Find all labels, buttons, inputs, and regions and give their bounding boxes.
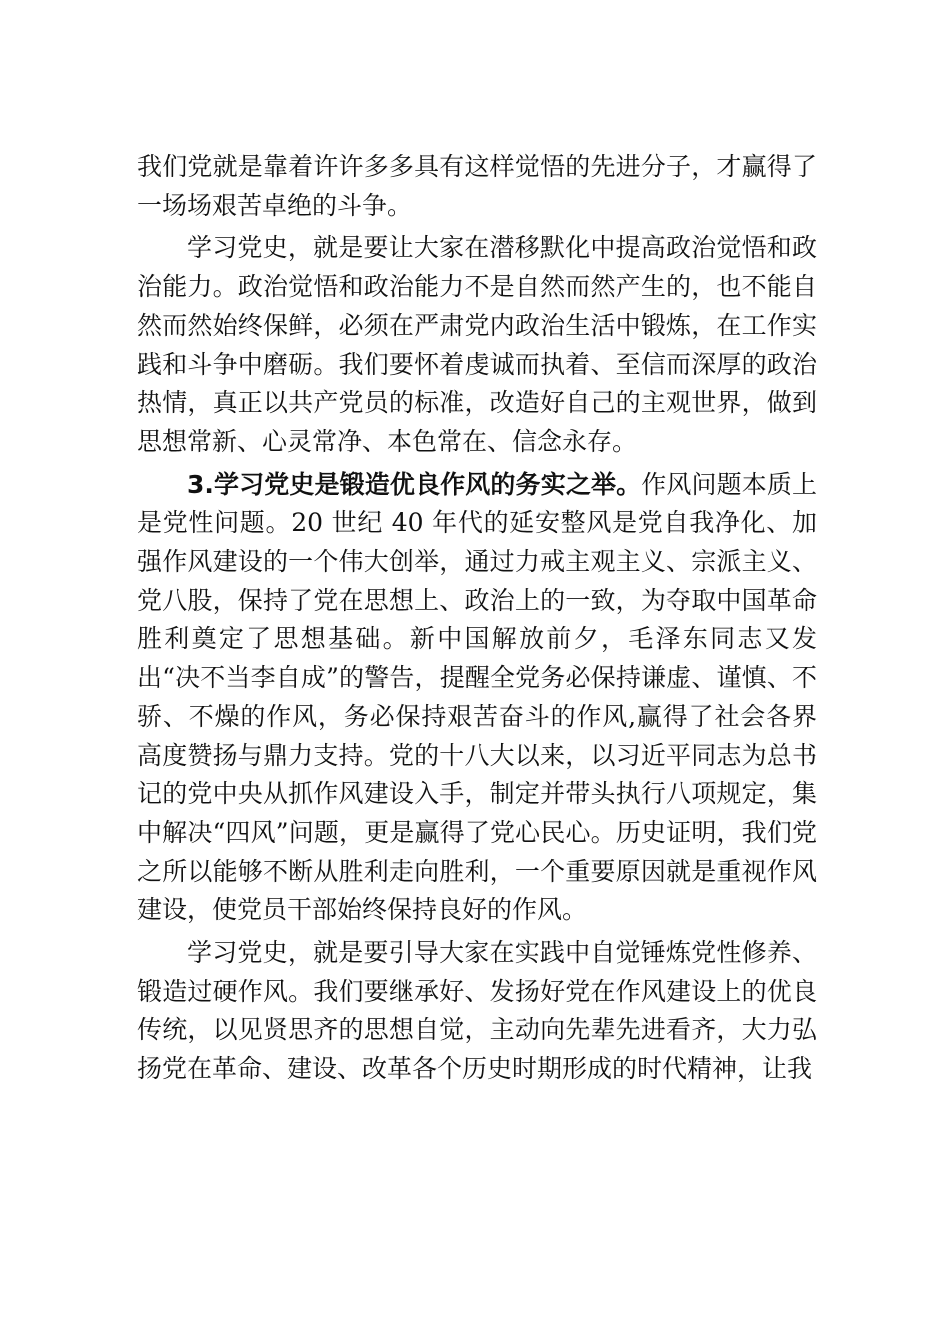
paragraph-3-body: 作风问题本质上是党性问题。20 世纪 40 年代的延安整风是党自我净化、加强作风建设的一个伟大创举，通过力戒主观主义、宗派主义、党八股，保持了党在思想上、政治上的一致，为夺取中国革命胜利奠定了思想基础。新中国解放前夕，毛泽东同志又发出“决不当李自成”的警告，提醒全党务必保持谦虚、谨慎、不骄、不燥的作风，务必保持艰苦奋斗的作风,赢得了社会各界高度赞扬与鼎力支持。党的十八大以来，以习近平同志为总书记的党中央从抓作风建设入手，制定并带头执行八项规定，集中解决“四风”问题，更是赢得了党心民心。历史证明，我们党之所以能够不断从胜利走向胜利，一个重要原因就是重视作风建设，使党员干部始终保持良好的作风。 xyxy=(137,469,817,925)
paragraph-2: 学习党史，就是要让大家在潜移默化中提高政治觉悟和政治能力。政治觉悟和政治能力不是自然而然产生的，也不能自然而然始终保鲜，必须在严肃党内政治生活中锻炼，在工作实践和斗争中磨砺。我们要怀着虔诚而执着、至信而深厚的政治热情，真正以共产党员的标准，改造好自己的主观世界，做到思想常新、心灵常净、本色常在、信念永存。 xyxy=(137,233,817,456)
paragraph-4: 学习党史，就是要引导大家在实践中自觉锤炼党性修养、锻造过硬作风。我们要继承好、发扬好党在作风建设上的优良传统，以见贤思齐的思想自觉，主动向先辈先进看齐，大力弘扬党在革命、建设、改革各个历史时期形成的时代精神，让我 xyxy=(137,938,817,1084)
section-heading: 3.学习党史是锻造优良作风的务实之举。 xyxy=(187,469,642,499)
paragraph-3 xyxy=(137,466,817,930)
paragraph-1: 我们党就是靠着许许多多具有这样觉悟的先进分子，才赢得了一场场艰苦卓绝的斗争。 xyxy=(137,152,817,220)
document-body xyxy=(137,148,817,1089)
